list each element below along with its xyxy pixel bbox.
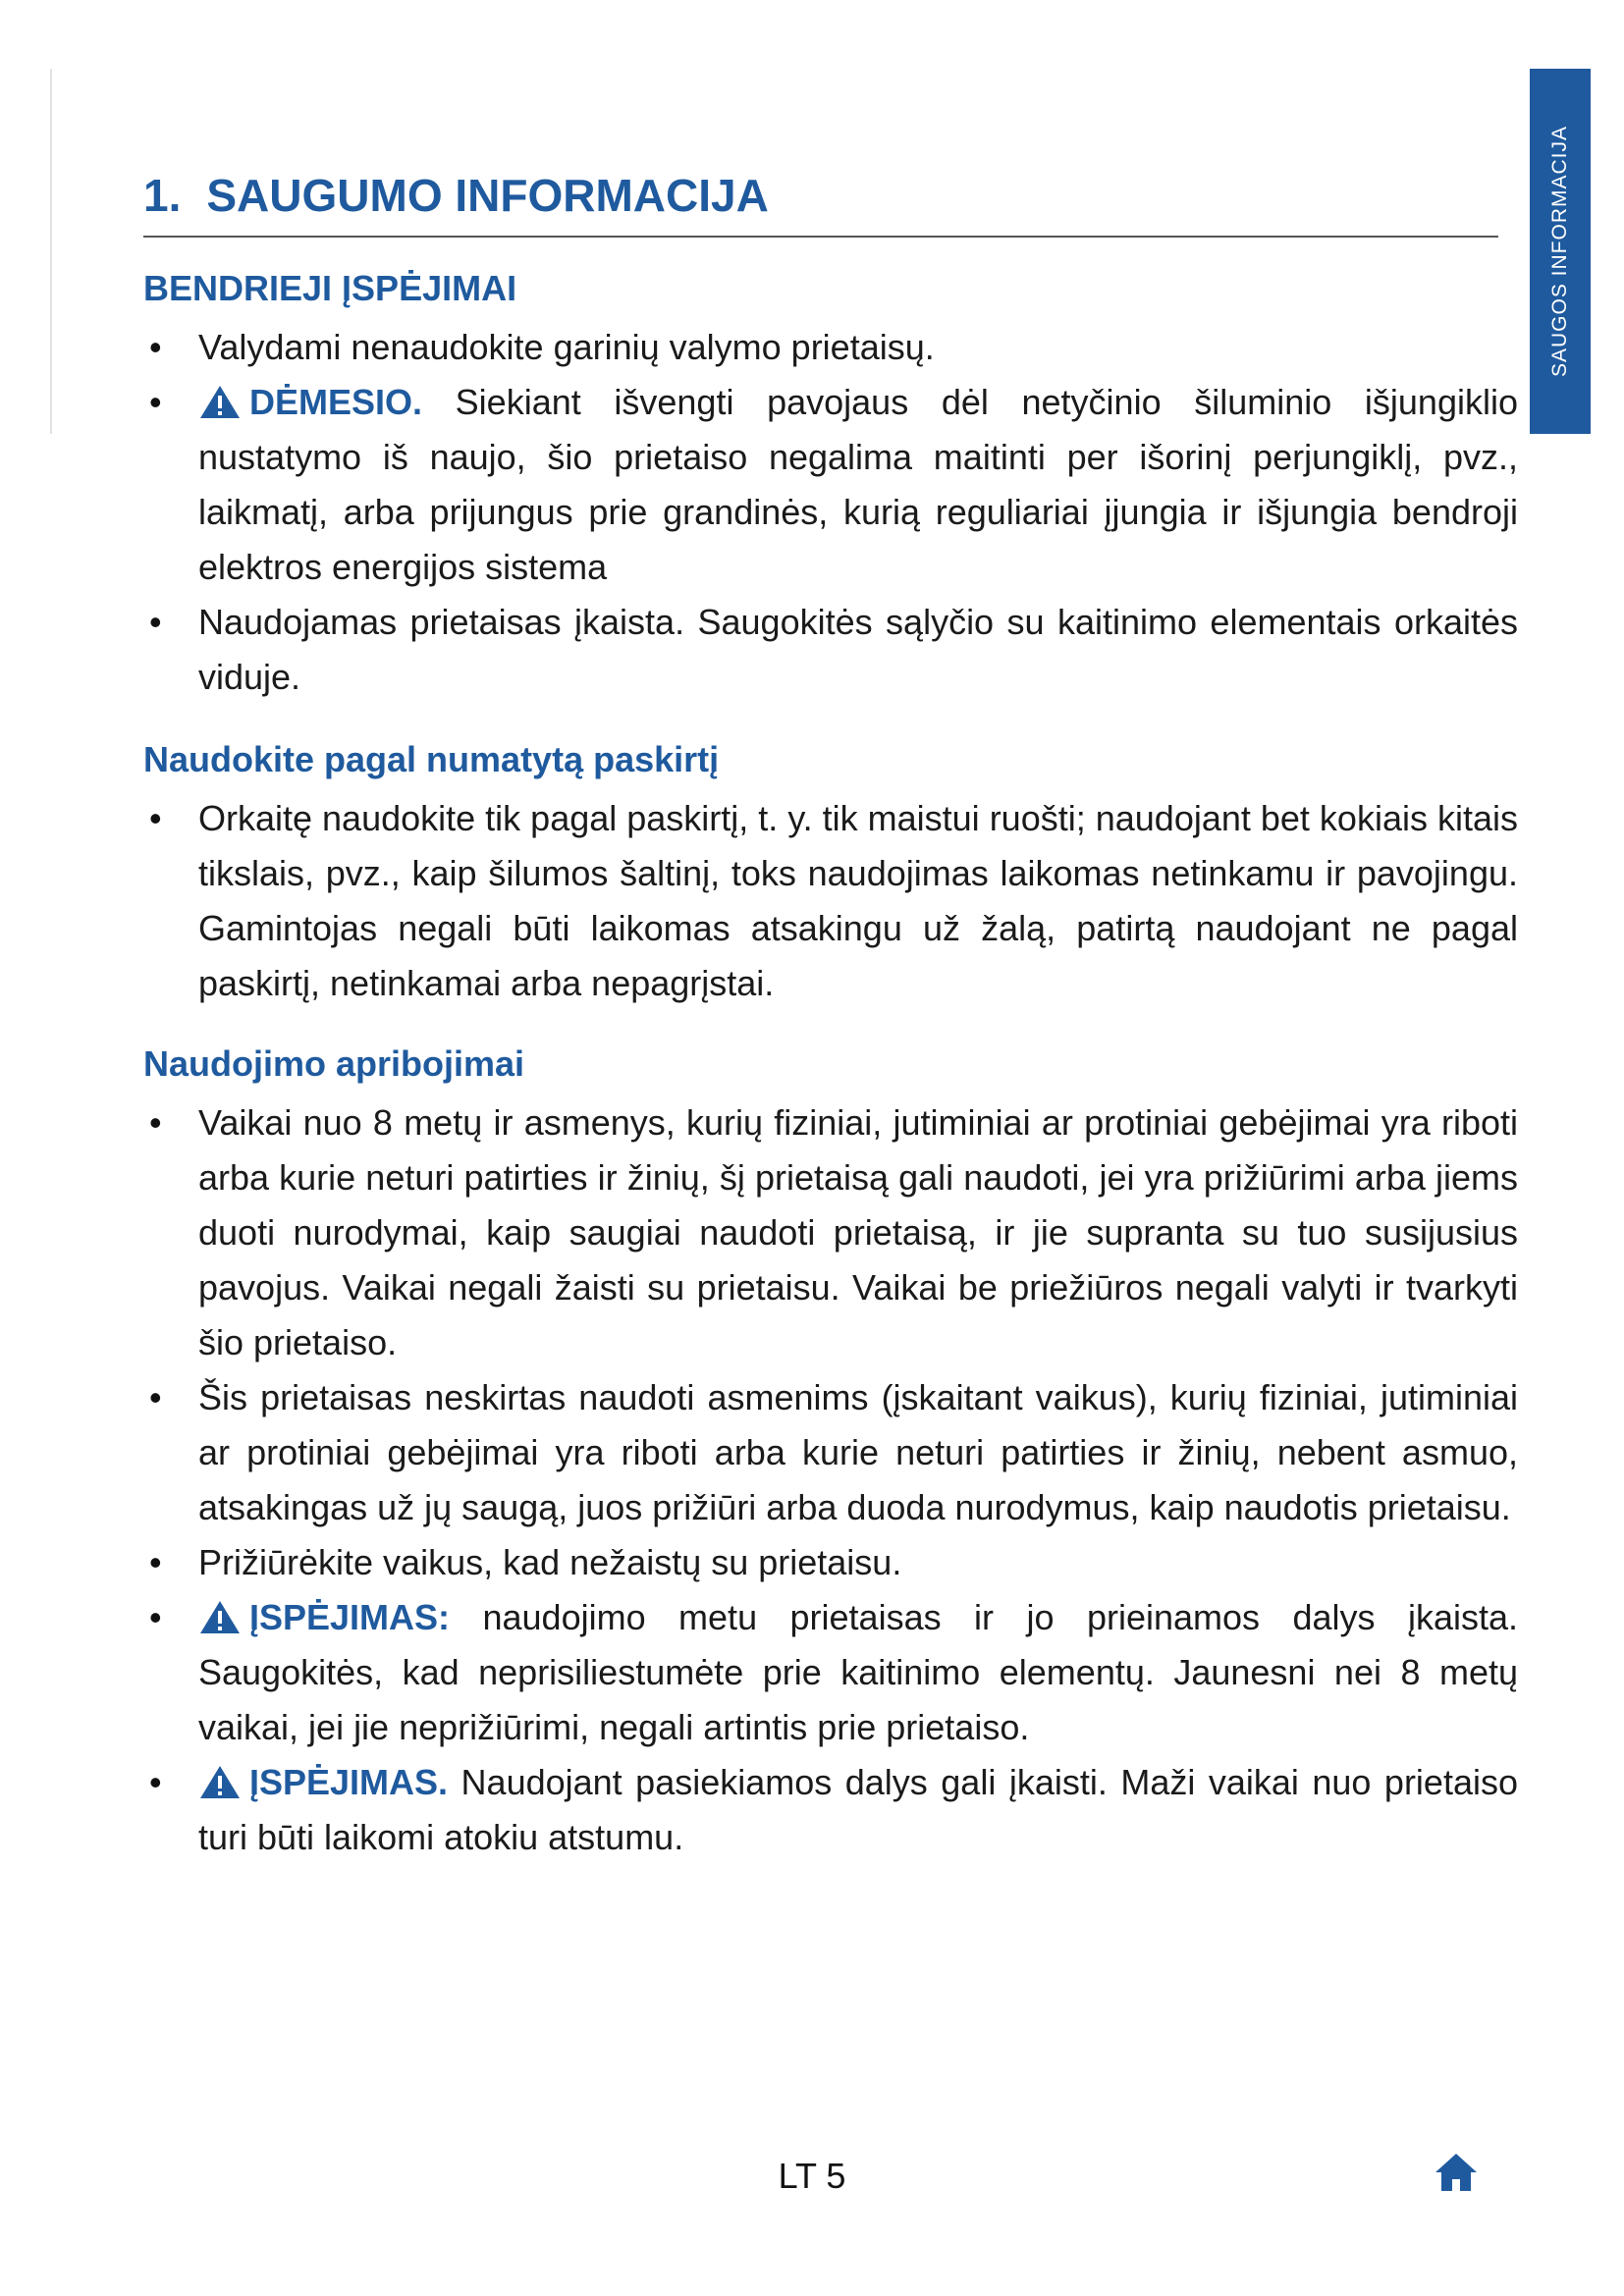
section-usage-restrictions [143,1039,1518,1865]
title-text: SAUGUMO INFORMACIJA [206,170,769,221]
bullet-list [143,791,1518,1011]
side-section-tab[interactable] [1530,69,1591,434]
section-heading: Naudokite pagal numatytą paskirtį [143,739,720,779]
section-heading: BENDRIEJI ĮSPĖJIMAI [143,268,517,308]
section-heading: Naudojimo apribojimai [143,1043,525,1084]
section-general-warnings [143,263,1518,705]
warning-label: ĮSPĖJIMAS: [249,1597,451,1637]
list-item: • Šis prietaisas neskirtas naudoti asmenims (įskaitant vaikus), kurių fiziniai, jutiminiai ar protiniai gebėjimai yra riboti arba kurie neturi patirties ir žinių, nebent asmuo, atsakingas už jų saugą, juos prižiūri arba duoda nurodymus, kaip naudotis prietaisu. [143,1370,1518,1535]
bullet-list [143,320,1518,705]
page-number: LT 5 [778,2156,846,2196]
list-item: • Orkaitę naudokite tik pagal paskirtį, t. y. tik maistui ruošti; naudojant bet kokiais kitais tikslais, pvz., kaip šilumos šaltinį, toks naudojimas laikomas netinkamu ir pavojingu. Gamintojas negali būti laikomas atsakingu už žalą, patirtą naudojant ne pagal paskirtį, netinkamai arba nepagrįstai. [143,791,1518,1011]
bullet-list [143,1095,1518,1865]
list-item: • Valydami nenaudokite garinių valymo prietaisų. [143,320,1518,375]
warning-label: DĖMESIO. [249,382,423,422]
list-item: • Vaikai nuo 8 metų ir asmenys, kurių fiziniai, jutiminiai ar protiniai gebėjimai yra riboti arba kurie neturi patirties ir žinių, šį prietaisą gali naudoti, jei yra prižiūrimi arba jiems duoti nurodymai, kaip saugiai naudoti prietaisą, ir jie supranta su tuo susijusius pavojus. Vaikai negali žaisti su prietaisu. Vaikai be priežiūros negali valyti ir tvarkyti šio prietaiso. [143,1095,1518,1370]
page-title [143,169,1498,238]
warning-icon [198,1598,242,1635]
home-icon[interactable] [1434,2152,1479,2193]
list-item: • ĮSPĖJIMAS. Naudojant pasiekiamos dalys gali įkaisti. Maži vaikai nuo prietaiso turi būti laikomi atokiu atstumu. [143,1755,1518,1865]
list-item: • ĮSPĖJIMAS: naudojimo metu prietaisas ir jo prieinamos dalys įkaista. Saugokitės, kad neprisiliestumėte prie kaitinimo elementų. Jaunesni nei 8 metų vaikai, jei jie neprižiūrimi, negali artintis prie prietaiso. [143,1590,1518,1755]
list-item: • Prižiūrėkite vaikus, kad nežaistų su prietaisu. [143,1535,1518,1590]
warning-label: ĮSPĖJIMAS. [249,1762,449,1802]
section-intended-use [143,734,1518,1011]
warning-icon [198,383,242,420]
title-number: 1. [143,170,182,221]
list-item: • DĖMESIO. Siekiant išvengti pavojaus dėl netyčinio šiluminio išjungiklio nustatymo iš naujo, šio prietaiso negalima maitinti per išorinį perjungiklį, pvz., laikmatį, arba prijungus prie grandinės, kurią reguliariai įjungia ir išjungia bendroji elektros energijos sistema [143,375,1518,595]
warning-icon [198,1763,242,1800]
side-tab-label: SAUGOS INFORMACIJA [1548,125,1571,378]
left-margin-rule [50,69,52,434]
list-item: • Naudojamas prietaisas įkaista. Saugokitės sąlyčio su kaitinimo elementais orkaitės viduje. [143,595,1518,705]
